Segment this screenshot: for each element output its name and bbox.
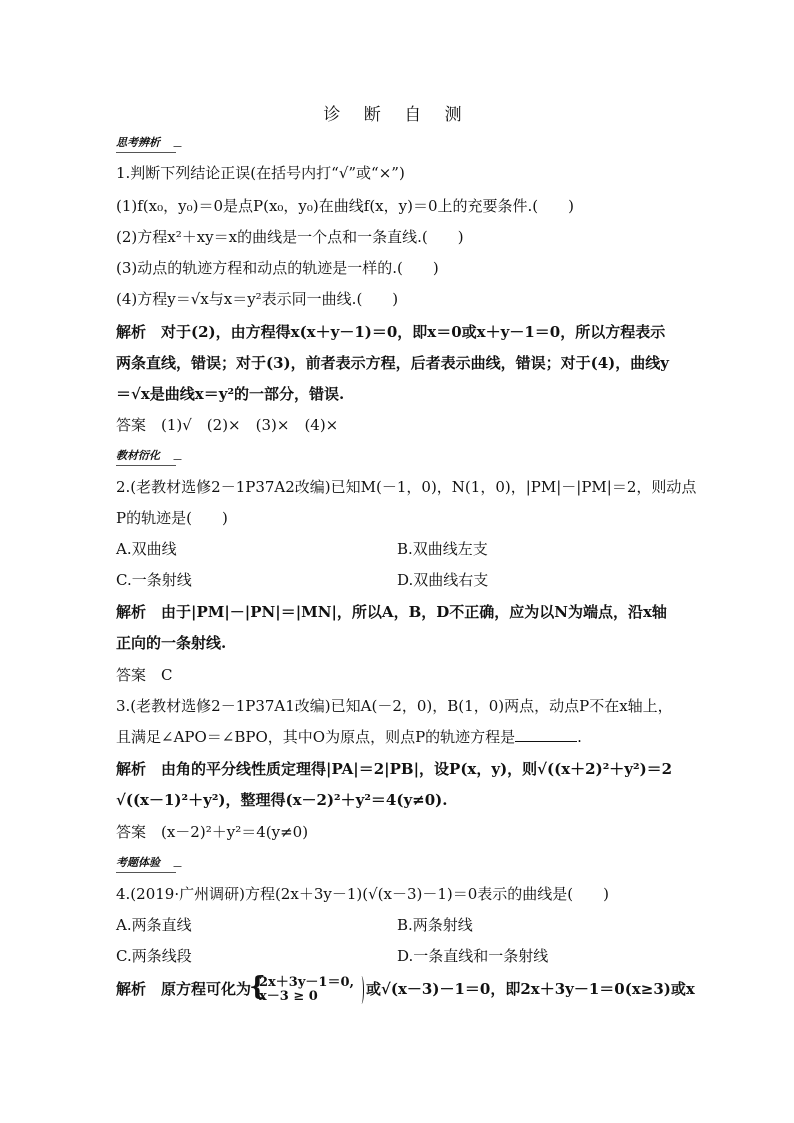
q3-answer: 答案 (x－2)²＋y²＝4(y≠0) — [116, 823, 309, 841]
q4-analysis-suffix: 或√(x－3)－1＝0，即2x＋3y－1＝0(x≥3)或x — [366, 980, 695, 998]
q2-option-a: A.双曲线 — [116, 540, 177, 558]
q3-answer-blank — [515, 727, 577, 742]
q1-answer: 答案 (1)√ (2)× (3)× (4)× — [116, 416, 339, 434]
q4-analysis-line-1 — [116, 975, 695, 1004]
q4-option-a: A.两条直线 — [116, 916, 192, 934]
q1-item-4: (4)方程y＝√x与x＝y²表示同一曲线.( ) — [116, 290, 399, 308]
q4-option-c: C.两条线段 — [116, 947, 192, 965]
q1-analysis-line-1: 解析 对于(2)，由方程得x(x＋y－1)＝0，即x＝0或x＋y－1＝0，所以方程表示 — [116, 323, 666, 341]
q4-options-row-1 — [116, 915, 686, 935]
q2-option-c: C.一条射线 — [116, 571, 192, 589]
q3-analysis-line-1: 解析 由角的平分线性质定理得|PA|＝2|PB|，设P(x，y)，则√((x＋2)²＋y²)＝2 — [116, 760, 673, 778]
section-tag-thinking: 思考辨析 — [116, 134, 176, 153]
q3-stem-period: . — [577, 728, 582, 746]
q1-item-1: (1)f(x₀，y₀)＝0是点P(x₀，y₀)在曲线f(x，y)＝0上的充要条件.( ) — [116, 197, 574, 215]
q2-analysis-line-1: 解析 由于|PM|－|PN|＝|MN|，所以A，B，D不正确，应为以N为端点，沿x轴 — [116, 603, 667, 621]
q4-analysis-prefix: 解析 原方程可化为 — [116, 980, 252, 998]
section-tag-exam: 考题体验 — [116, 854, 176, 873]
q4-option-d: D.一条直线和一条射线 — [397, 947, 549, 965]
q4-case-system — [251, 976, 354, 1004]
q2-options-row-2 — [116, 570, 686, 590]
q4-option-b: B.两条射线 — [397, 916, 473, 934]
q2-stem-line-2: P的轨迹是( ) — [116, 509, 228, 527]
q2-stem-line-1: 2.(老教材选修2－1P37A2改编)已知M(－1，0)，N(1，0)，|PM|－|PM|＝2，则动点 — [116, 478, 697, 496]
q4-options-row-2 — [116, 946, 686, 966]
q1-analysis-line-2: 两条直线，错误；对于(3)，前者表示方程，后者表示曲线，错误；对于(4)，曲线y — [116, 354, 669, 372]
section-tag-textbook: 教材衍化 — [116, 447, 176, 466]
q1-analysis-line-3: ＝√x是曲线x＝y²的一部分，错误. — [116, 385, 345, 403]
q2-option-d: D.双曲线右支 — [397, 571, 489, 589]
q1-item-3: (3)动点的轨迹方程和动点的轨迹是一样的.( ) — [116, 259, 439, 277]
q1-item-2: (2)方程x²＋xy＝x的曲线是一个点和一条直线.( ) — [116, 228, 464, 246]
q2-answer: 答案 C — [116, 666, 173, 684]
q2-options-row-1 — [116, 539, 686, 559]
q2-analysis-line-2: 正向的一条射线. — [116, 634, 227, 652]
q3-stem-text: 且满足∠APO＝∠BPO，其中O为原点，则点P的轨迹方程是 — [116, 728, 516, 746]
q4-case-line-2: x－3 ≥ 0 — [259, 989, 318, 1004]
q3-stem-line-1: 3.(老教材选修2－1P37A1改编)已知A(－2，0)，B(1，0)两点，动点P不在x轴上， — [116, 697, 673, 715]
page-title: 诊 断 自 测 — [323, 105, 471, 125]
q1-stem: 1.判断下列结论正误(在括号内打“√”或“×”) — [116, 164, 405, 182]
q3-stem-line-2 — [116, 727, 686, 747]
q3-analysis-line-2: √((x－1)²＋y²)，整理得(x－2)²＋y²＝4(y≠0). — [116, 791, 448, 809]
q4-case-line-1: { 2x＋3y－1＝0, — [259, 975, 355, 990]
q2-option-b: B.双曲线左支 — [397, 540, 488, 558]
q4-stem: 4.(2019·广州调研)方程(2x＋3y－1)(√(x－3)－1)＝0表示的曲线是( ) — [116, 885, 609, 903]
